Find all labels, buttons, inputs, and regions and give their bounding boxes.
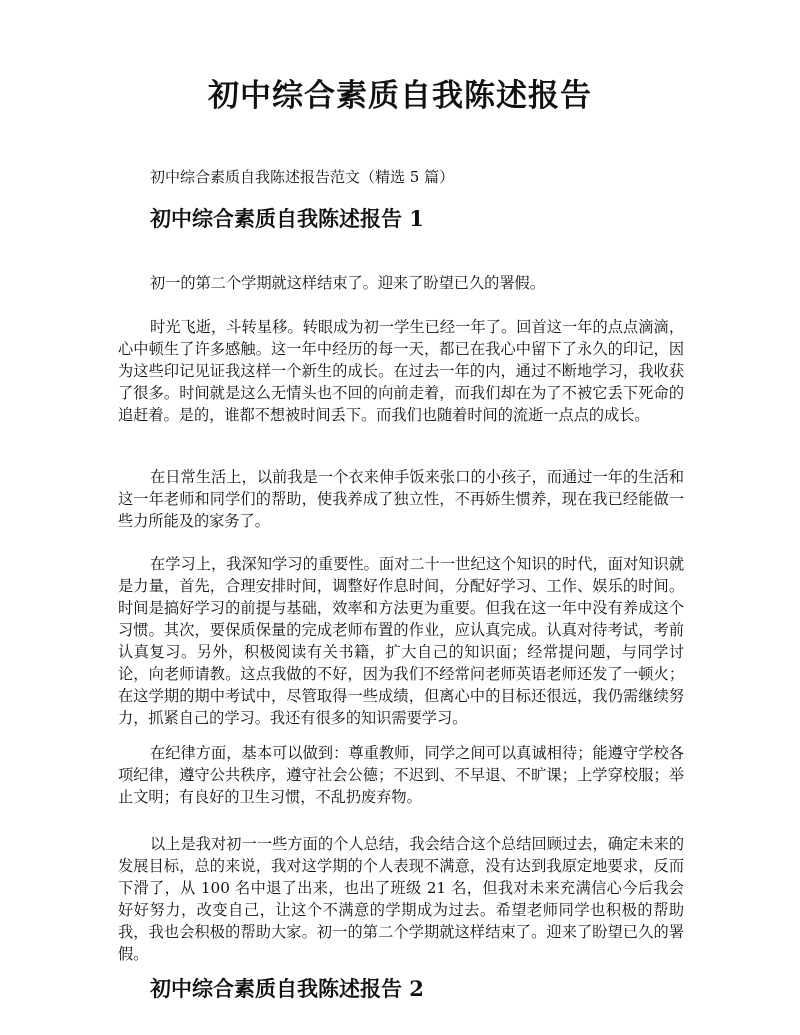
document-title: 初中综合素质自我陈述报告 <box>208 78 592 114</box>
document-subtitle: 初中综合素质自我陈述报告范文（精选 5 篇） <box>150 168 455 186</box>
paragraph-2: 时光飞逝，斗转星移。转眼成为初一学生已经一年了。回首这一年的点点滴滴，心中顿生了许多感触。这一年中经历的每一天，都已在我心中留下了永久的印记，因为这些印记见证我这样一个新生的成长。在过去一年的内，通过不断地学习，我收获了很多。时间就是这么无情头也不回的向前走着，而我们却在为了不被它丢下死命的追赶着。是的，谁都不想被时间丢下。而我们也随着时间的流逝一点点的成长。 <box>118 318 684 424</box>
paragraph-1: 初一的第二个学期就这样结束了。迎来了盼望已久的署假。 <box>150 274 545 292</box>
section-heading-1: 初中综合素质自我陈述报告 1 <box>150 206 424 231</box>
paragraph-5: 在纪律方面，基本可以做到：尊重教师，同学之间可以真诚相待；能遵守学校各项纪律，遵守公共秩序，遵守社会公德；不迟到、不早退、不旷课；上学穿校服；举止文明；有良好的卫生习惯，不乱扔废弃物。 <box>118 744 684 806</box>
section-heading-2: 初中综合素质自我陈述报告 2 <box>150 976 424 1001</box>
paragraph-3: 在日常生活上，以前我是一个衣来伸手饭来张口的小孩子，而通过一年的生活和这一年老师和同学们的帮助，使我养成了独立性，不再娇生惯养，现在我已经能做一些力所能及的家务了。 <box>118 468 684 530</box>
paragraph-6: 以上是我对初一一些方面的个人总结，我会结合这个总结回顾过去，确定未来的发展目标，总的来说，我对这学期的个人表现不满意，没有达到我原定地要求，反而下滑了，从 100 名中退了出来，也出了班级 21 名，但我对未来充满信心今后我会好好努力，改变自己，让这个不满意的学期成为过去。希望老师同学也积极的帮助我，我也会积极的帮助大家。初一的第二个学期就这样结束了。迎来了盼望已久的署假。 <box>118 835 684 963</box>
paragraph-4: 在学习上，我深知学习的重要性。面对二十一世纪这个知识的时代，面对知识就是力量，首先，合理安排时间，调整好作息时间，分配好学习、工作、娱乐的时间。时间是搞好学习的前提与基础，效率和方法更为重要。但我在这一年中没有养成这个习惯。其次，要保质保量的完成老师布置的作业，应认真完成。认真对待考试，考前认真复习。另外，积极阅读有关书籍，扩大自己的知识面；经常提问题，与同学讨论，向老师请教。这点我做的不好，因为我们不经常问老师英语老师还发了一顿火；在这学期的期中考试中，尽管取得一些成绩，但离心中的目标还很远，我仍需继续努力，抓紧自己的学习。我还有很多的知识需要学习。 <box>118 555 684 727</box>
